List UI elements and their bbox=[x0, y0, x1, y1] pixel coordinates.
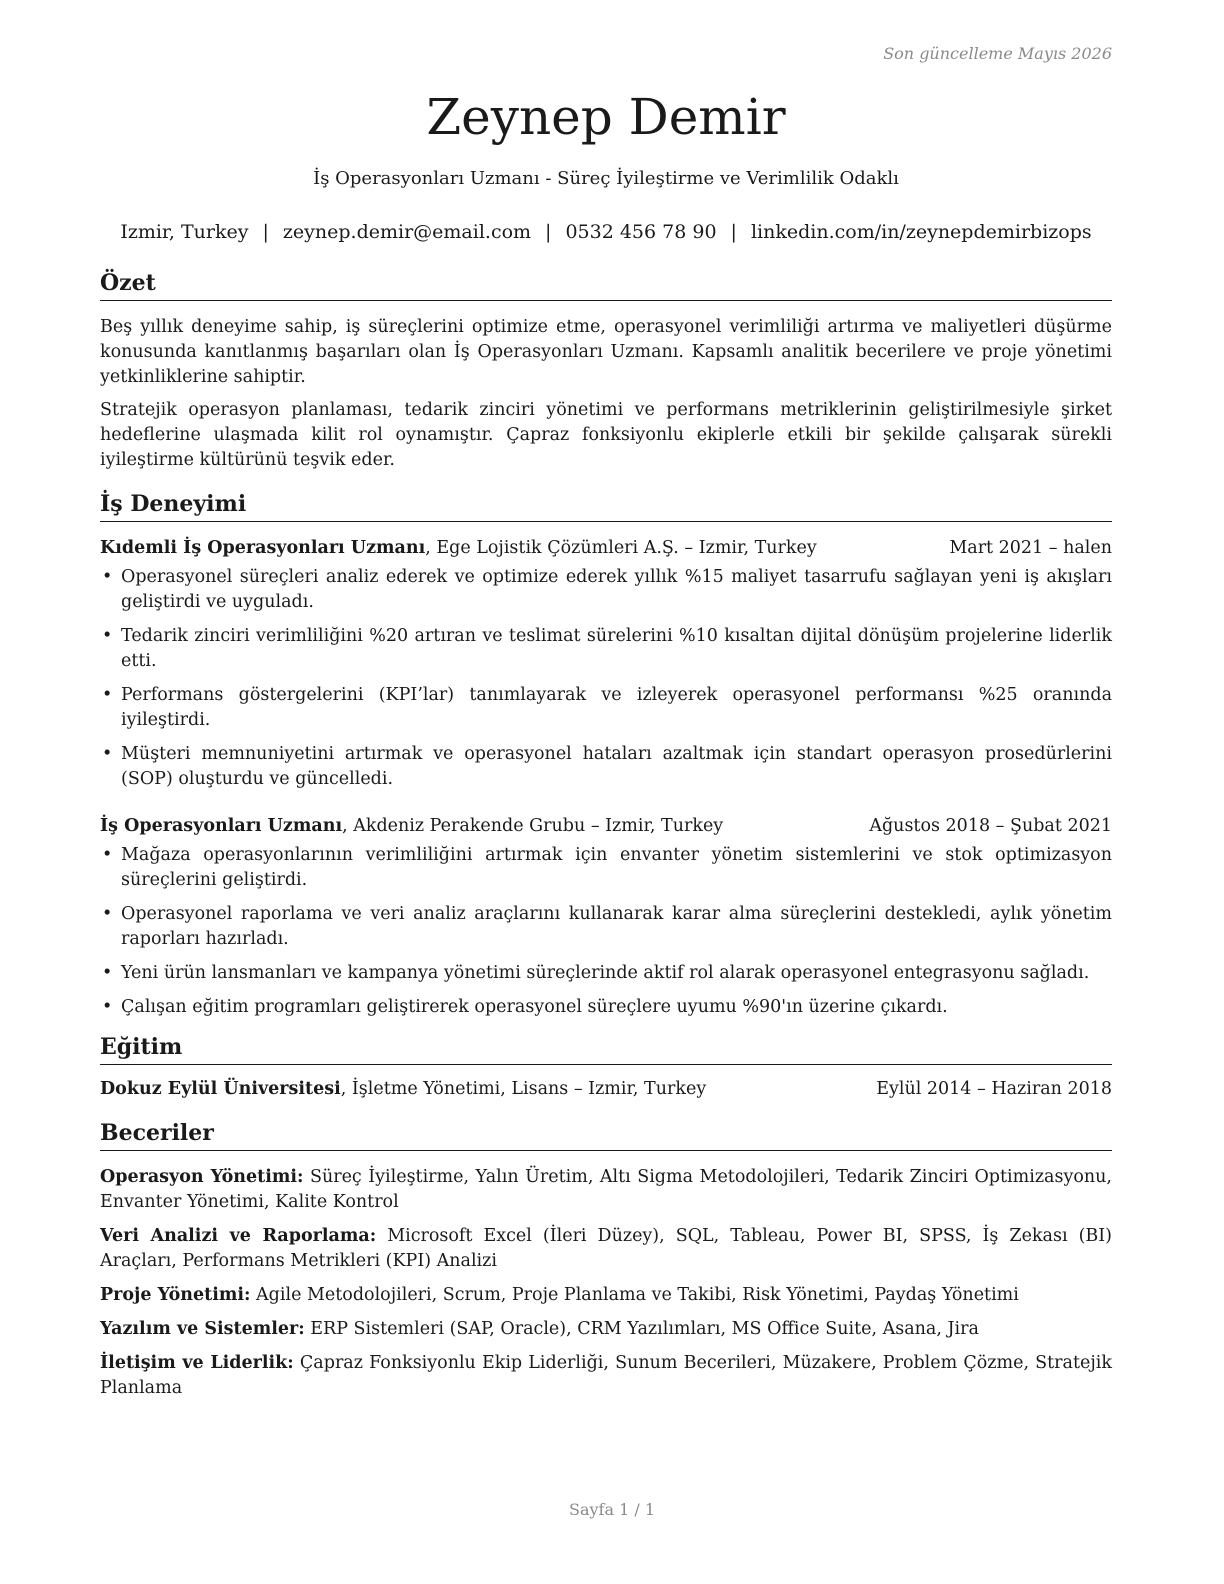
job-bullets bbox=[100, 565, 1112, 792]
skill-value: Çapraz Fonksiyonlu Ekip Liderliği, Sunum Becerileri, Müzakere, Problem Çözme, Stratejik Planlama bbox=[100, 1353, 1112, 1398]
job-bullet: • Müşteri memnuniyetini artırmak ve operasyonel hataları azaltmak için standart operasyon prosedürlerini (SOP) oluşturdu ve güncelledi. bbox=[100, 742, 1112, 792]
skill-label: Veri Analizi ve Raporlama: bbox=[100, 1226, 377, 1246]
resume-page bbox=[100, 0, 1112, 1584]
headline: İş Operasyonları Uzmanı - Süreç İyileştirme ve Verimlilik Odaklı bbox=[313, 168, 899, 189]
skill-label: Yazılım ve Sistemler: bbox=[100, 1319, 305, 1339]
education-entry bbox=[100, 1077, 1112, 1102]
job-bullet: • Mağaza operasyonlarının verimliliğini artırmak için envanter yönetim sistemlerini ve stok optimizasyon süreçlerini geliştirdi. bbox=[100, 843, 1112, 893]
job-dates: Mart 2021 – halen bbox=[949, 538, 1112, 558]
skill-line bbox=[100, 1283, 1112, 1308]
job-header bbox=[100, 536, 1112, 561]
skill-line bbox=[100, 1165, 1112, 1215]
experience-section bbox=[100, 489, 1112, 1020]
job-bullet: • Operasyonel raporlama ve veri analiz araçlarını kullanarak karar alma süreçlerini destekledi, aylık yönetim raporları hazırladı. bbox=[100, 902, 1112, 952]
contact-phone[interactable]: 0532 456 78 90 bbox=[565, 221, 717, 243]
job-role: Kıdemli İş Operasyonları Uzmanı bbox=[100, 538, 426, 558]
job-bullet: • Operasyonel süreçleri analiz ederek ve optimize ederek yıllık %15 maliyet tasarrufu sağlayan yeni iş akışları geliştirdi ve uyguladı. bbox=[100, 565, 1112, 615]
skills-section bbox=[100, 1118, 1112, 1401]
job-bullet: • Tedarik zinciri verimliliğini %20 artıran ve teslimat sürelerini %10 kısaltan dijital dönüşüm projelerine liderlik etti. bbox=[100, 624, 1112, 674]
job-bullet: • Yeni ürün lansmanları ve kampanya yönetimi süreçlerinde aktif rol alarak operasyonel entegrasyonu sağladı. bbox=[100, 961, 1112, 986]
job-bullets bbox=[100, 843, 1112, 1020]
candidate-name: Zeynep Demir bbox=[426, 88, 786, 146]
skill-line bbox=[100, 1351, 1112, 1401]
summary-section bbox=[100, 268, 1112, 473]
skill-line bbox=[100, 1317, 1112, 1342]
contact-separator: | bbox=[730, 221, 737, 243]
job-company: , Akdeniz Perakende Grubu – Izmir, Turkey bbox=[342, 816, 724, 836]
skill-label: Proje Yönetimi: bbox=[100, 1285, 251, 1305]
last-updated: Son güncelleme Mayıs 2026 bbox=[883, 44, 1112, 63]
education-section bbox=[100, 1032, 1112, 1102]
contact-location: Izmir, Turkey bbox=[120, 221, 249, 243]
contact-email[interactable]: zeynep.demir@email.com bbox=[282, 221, 532, 243]
skill-value: ERP Sistemleri (SAP, Oracle), CRM Yazılımları, MS Office Suite, Asana, Jira bbox=[304, 1319, 979, 1339]
skill-label: Operasyon Yönetimi: bbox=[100, 1167, 304, 1187]
education-dates: Eylül 2014 – Haziran 2018 bbox=[876, 1079, 1112, 1099]
contact-linkedin[interactable]: linkedin.com/in/zeynepdemirbizops bbox=[750, 221, 1092, 243]
contact-separator: | bbox=[545, 221, 552, 243]
job-dates: Ağustos 2018 – Şubat 2021 bbox=[869, 816, 1112, 836]
job-entry bbox=[100, 814, 1112, 1020]
job-bullet: • Performans göstergelerini (KPI’lar) tanımlayarak ve izleyerek operasyonel performansı %25 oranında iyileştirdi. bbox=[100, 683, 1112, 733]
summary-paragraph: Beş yıllık deneyime sahip, iş süreçlerini optimize etme, operasyonel verimliliği artırma ve maliyetleri düşürme konusunda kanıtlanmış başarıları olan İş Operasyonları Uzmanı. Kapsamlı analitik becerilere ve proje yönetimi yetkinliklerine sahiptir. bbox=[100, 317, 1112, 387]
job-role: İş Operasyonları Uzmanı bbox=[100, 816, 343, 836]
page-number: Sayfa 1 / 1 bbox=[568, 1500, 655, 1519]
education-detail: , İşletme Yönetimi, Lisans – Izmir, Turkey bbox=[340, 1079, 707, 1099]
skill-value: Agile Metodolojileri, Scrum, Proje Planlama ve Takibi, Risk Yönetimi, Paydaş Yönetimi bbox=[250, 1285, 1019, 1305]
section-title-skills: Beceriler bbox=[100, 1118, 1112, 1151]
section-title-summary: Özet bbox=[100, 268, 1112, 301]
skill-value: Süreç İyileştirme, Yalın Üretim, Altı Sigma Metodolojileri, Tedarik Zinciri Optimizasyonu, Envanter Yönetimi, Kalite Kontrol bbox=[100, 1167, 1112, 1212]
contact-separator: | bbox=[262, 221, 269, 243]
skill-label: İletişim ve Liderlik: bbox=[100, 1353, 294, 1373]
section-title-education: Eğitim bbox=[100, 1032, 1112, 1065]
job-entry bbox=[100, 536, 1112, 792]
resume-body bbox=[100, 268, 1112, 1410]
skill-line bbox=[100, 1224, 1112, 1274]
job-company: , Ege Lojistik Çözümleri A.Ş. – Izmir, Turkey bbox=[425, 538, 817, 558]
summary-paragraph: Stratejik operasyon planlaması, tedarik zinciri yönetimi ve performans metriklerinin geliştirilmesiyle şirket hedeflerine ulaşmada kilit rol oynamıştır. Çapraz fonksiyonlu ekiplerle etkili bir şekilde çalışarak sürekli iyileştirme kültürünü teşvik eder. bbox=[100, 400, 1112, 470]
section-title-experience: İş Deneyimi bbox=[100, 489, 1112, 522]
skill-value: Microsoft Excel (İleri Düzey), SQL, Tableau, Power BI, SPSS, İş Zekası (BI) Araçları, Performans Metrikleri (KPI) Analizi bbox=[100, 1226, 1113, 1271]
job-header bbox=[100, 814, 1112, 839]
contact-line bbox=[100, 219, 1112, 245]
job-bullet: • Çalışan eğitim programları geliştirerek operasyonel süreçlere uyumu %90'ın üzerine çıkardı. bbox=[100, 995, 1112, 1020]
education-school: Dokuz Eylül Üniversitesi bbox=[100, 1079, 341, 1099]
